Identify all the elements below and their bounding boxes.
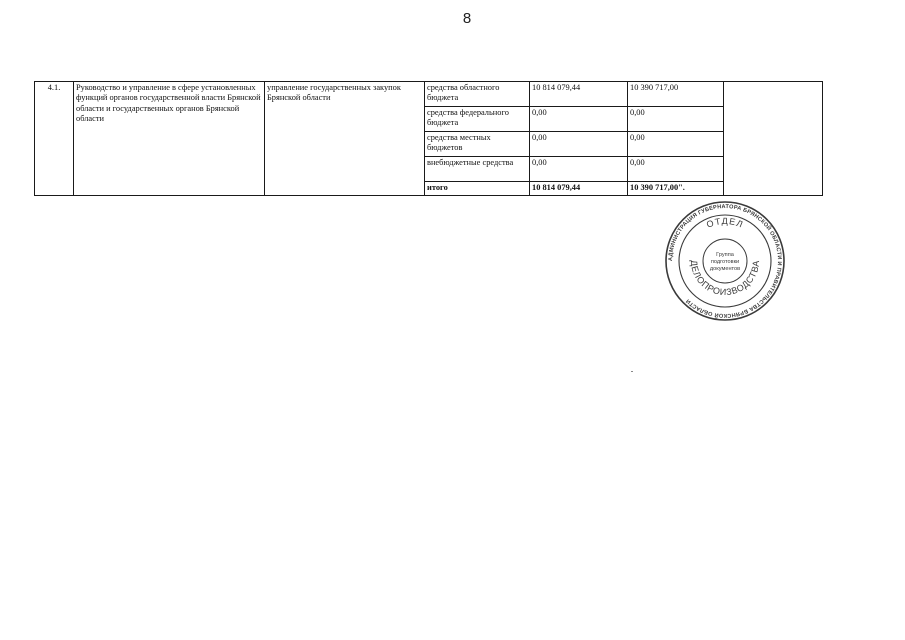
empty-cell bbox=[724, 82, 823, 196]
page-number: 8 bbox=[462, 10, 472, 27]
amount-cell-1: 0,00 bbox=[530, 132, 628, 157]
total-amount-cell-1: 10 814 079,44 bbox=[530, 182, 628, 196]
amount-cell-1: 0,00 bbox=[530, 107, 628, 132]
stamp-outer-text: АДМИНИСТРАЦИЯ ГУБЕРНАТОРА БРЯНСКОЙ ОБЛАСТИ И ПРАВИТЕЛЬСТВА БРЯНСКОЙ ОБЛАСТИ bbox=[667, 203, 783, 319]
stamp-center-line-2: подготовки bbox=[710, 259, 740, 265]
amount-cell-2: 10 390 717,00 bbox=[628, 82, 724, 107]
amount-cell-2: 0,00 bbox=[628, 157, 724, 182]
budget-table bbox=[34, 81, 823, 196]
stamp-top-text: ОТДЕЛ bbox=[705, 215, 746, 230]
total-amount-cell-2: 10 390 717,00". bbox=[628, 182, 724, 196]
amount-cell-1: 10 814 079,44 bbox=[530, 82, 628, 107]
table-row bbox=[35, 82, 823, 107]
stamp-center-line-1: Группа bbox=[716, 252, 734, 258]
funding-source-cell: средства местных бюджетов bbox=[425, 132, 530, 157]
activity-cell: Руководство и управление в сфере установленных функций органов государственной власти Брянской области и государственных органов Брянской области bbox=[74, 82, 265, 196]
stamp-center-line-3: документов bbox=[709, 266, 741, 272]
stamp-arc-text: ДЕЛОПРОИЗВОДСТВА bbox=[688, 259, 762, 298]
amount-cell-1: 0,00 bbox=[530, 157, 628, 182]
funding-source-cell: внебюджетные средства bbox=[425, 157, 530, 182]
scan-speck bbox=[631, 371, 633, 372]
row-number-cell: 4.1. bbox=[35, 82, 74, 196]
total-label-cell: итого bbox=[425, 182, 530, 196]
amount-cell-2: 0,00 bbox=[628, 132, 724, 157]
funding-source-cell: средства областного бюджета bbox=[425, 82, 530, 107]
amount-cell-2: 0,00 bbox=[628, 107, 724, 132]
official-stamp bbox=[664, 200, 786, 322]
funding-source-cell: средства федерального бюджета bbox=[425, 107, 530, 132]
executor-cell: управление государственных закупок Брянской области bbox=[265, 82, 425, 196]
